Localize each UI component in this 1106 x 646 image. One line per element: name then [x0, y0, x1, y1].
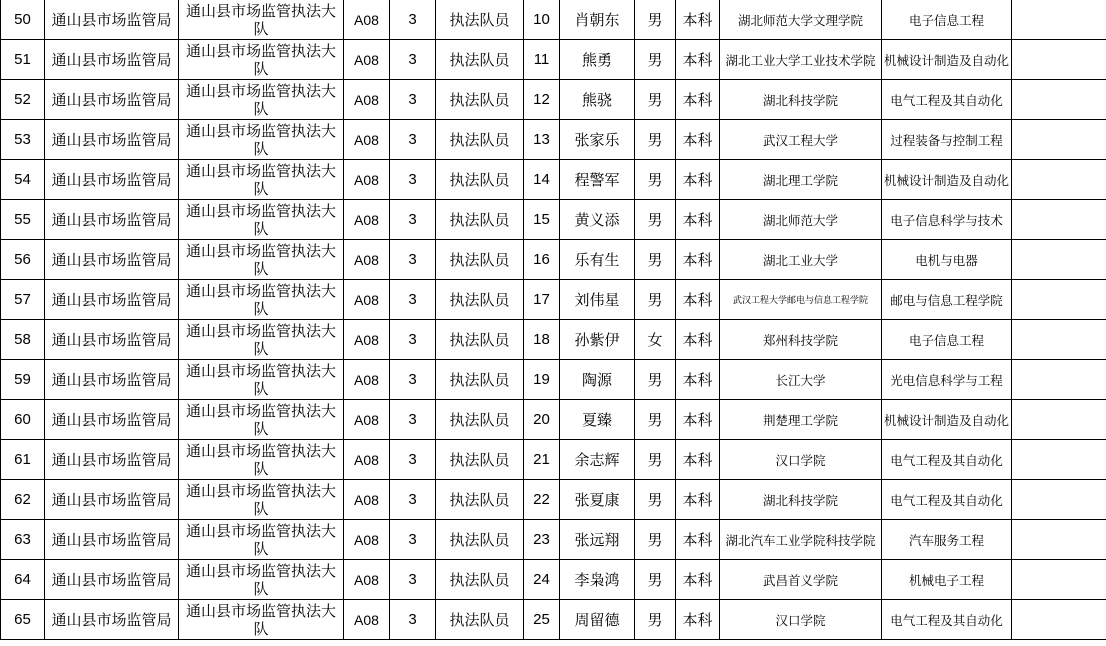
- table-row: [1, 320, 1106, 360]
- rank-cell: 12: [524, 80, 560, 120]
- table-row: [1, 440, 1106, 480]
- position-code-cell: A08: [344, 480, 390, 520]
- department-cell: 通山县市场监管局: [45, 400, 179, 440]
- table-row: [1, 560, 1106, 600]
- gender-cell: 男: [635, 240, 676, 280]
- name-cell: 张夏康: [560, 480, 635, 520]
- unit-cell: 通山县市场监管执法大队: [179, 520, 344, 560]
- post-cell: 执法队员: [436, 520, 524, 560]
- rank-cell: 15: [524, 200, 560, 240]
- name-cell: 刘伟星: [560, 280, 635, 320]
- major-cell: 电机与电器: [882, 240, 1012, 280]
- empty-cell: [1012, 360, 1106, 400]
- education-cell: 本科: [676, 240, 720, 280]
- table-row: [1, 240, 1106, 280]
- seq-cell: 53: [1, 120, 45, 160]
- education-cell: 本科: [676, 160, 720, 200]
- major-cell: 机械设计制造及自动化: [882, 40, 1012, 80]
- department-cell: 通山县市场监管局: [45, 80, 179, 120]
- name-cell: 李枭鸿: [560, 560, 635, 600]
- department-cell: 通山县市场监管局: [45, 0, 179, 40]
- position-code-cell: A08: [344, 360, 390, 400]
- seq-cell: 51: [1, 40, 45, 80]
- unit-cell: 通山县市场监管执法大队: [179, 80, 344, 120]
- school-cell: 武汉工程大学邮电与信息工程学院: [720, 280, 882, 320]
- education-cell: 本科: [676, 560, 720, 600]
- quota-cell: 3: [390, 480, 436, 520]
- name-cell: 熊骁: [560, 80, 635, 120]
- gender-cell: 男: [635, 440, 676, 480]
- quota-cell: 3: [390, 280, 436, 320]
- seq-cell: 54: [1, 160, 45, 200]
- education-cell: 本科: [676, 600, 720, 640]
- empty-cell: [1012, 520, 1106, 560]
- post-cell: 执法队员: [436, 120, 524, 160]
- position-code-cell: A08: [344, 160, 390, 200]
- rank-cell: 23: [524, 520, 560, 560]
- school-cell: 汉口学院: [720, 600, 882, 640]
- school-cell: 湖北理工学院: [720, 160, 882, 200]
- post-cell: 执法队员: [436, 360, 524, 400]
- position-code-cell: A08: [344, 240, 390, 280]
- school-cell: 湖北科技学院: [720, 480, 882, 520]
- empty-cell: [1012, 400, 1106, 440]
- major-cell: 过程装备与控制工程: [882, 120, 1012, 160]
- school-cell: 荆楚理工学院: [720, 400, 882, 440]
- rank-cell: 16: [524, 240, 560, 280]
- rank-cell: 13: [524, 120, 560, 160]
- post-cell: 执法队员: [436, 440, 524, 480]
- name-cell: 黄义添: [560, 200, 635, 240]
- department-cell: 通山县市场监管局: [45, 160, 179, 200]
- department-cell: 通山县市场监管局: [45, 560, 179, 600]
- major-cell: 电气工程及其自动化: [882, 440, 1012, 480]
- quota-cell: 3: [390, 120, 436, 160]
- school-cell: 湖北工业大学工业技术学院: [720, 40, 882, 80]
- position-code-cell: A08: [344, 560, 390, 600]
- empty-cell: [1012, 40, 1106, 80]
- table-row: [1, 480, 1106, 520]
- quota-cell: 3: [390, 200, 436, 240]
- education-cell: 本科: [676, 480, 720, 520]
- department-cell: 通山县市场监管局: [45, 320, 179, 360]
- empty-cell: [1012, 120, 1106, 160]
- major-cell: 机械设计制造及自动化: [882, 160, 1012, 200]
- name-cell: 肖朝东: [560, 0, 635, 40]
- unit-cell: 通山县市场监管执法大队: [179, 40, 344, 80]
- unit-cell: 通山县市场监管执法大队: [179, 320, 344, 360]
- rank-cell: 10: [524, 0, 560, 40]
- school-cell: 湖北工业大学: [720, 240, 882, 280]
- post-cell: 执法队员: [436, 0, 524, 40]
- quota-cell: 3: [390, 440, 436, 480]
- unit-cell: 通山县市场监管执法大队: [179, 120, 344, 160]
- department-cell: 通山县市场监管局: [45, 480, 179, 520]
- rank-cell: 21: [524, 440, 560, 480]
- post-cell: 执法队员: [436, 280, 524, 320]
- quota-cell: 3: [390, 520, 436, 560]
- name-cell: 夏臻: [560, 400, 635, 440]
- education-cell: 本科: [676, 520, 720, 560]
- department-cell: 通山县市场监管局: [45, 520, 179, 560]
- seq-cell: 59: [1, 360, 45, 400]
- post-cell: 执法队员: [436, 80, 524, 120]
- education-cell: 本科: [676, 40, 720, 80]
- rank-cell: 25: [524, 600, 560, 640]
- department-cell: 通山县市场监管局: [45, 360, 179, 400]
- unit-cell: 通山县市场监管执法大队: [179, 400, 344, 440]
- empty-cell: [1012, 0, 1106, 40]
- post-cell: 执法队员: [436, 240, 524, 280]
- school-cell: 湖北师范大学: [720, 200, 882, 240]
- name-cell: 周留德: [560, 600, 635, 640]
- unit-cell: 通山县市场监管执法大队: [179, 440, 344, 480]
- major-cell: 电气工程及其自动化: [882, 480, 1012, 520]
- empty-cell: [1012, 160, 1106, 200]
- table-row: [1, 80, 1106, 120]
- empty-cell: [1012, 600, 1106, 640]
- school-cell: 武昌首义学院: [720, 560, 882, 600]
- position-code-cell: A08: [344, 400, 390, 440]
- table-row: [1, 200, 1106, 240]
- name-cell: 陶源: [560, 360, 635, 400]
- department-cell: 通山县市场监管局: [45, 240, 179, 280]
- name-cell: 熊勇: [560, 40, 635, 80]
- major-cell: 电子信息工程: [882, 320, 1012, 360]
- school-cell: 长江大学: [720, 360, 882, 400]
- name-cell: 张家乐: [560, 120, 635, 160]
- name-cell: 张远翔: [560, 520, 635, 560]
- gender-cell: 男: [635, 560, 676, 600]
- post-cell: 执法队员: [436, 200, 524, 240]
- position-code-cell: A08: [344, 200, 390, 240]
- post-cell: 执法队员: [436, 480, 524, 520]
- major-cell: 汽车服务工程: [882, 520, 1012, 560]
- gender-cell: 男: [635, 520, 676, 560]
- unit-cell: 通山县市场监管执法大队: [179, 280, 344, 320]
- seq-cell: 52: [1, 80, 45, 120]
- name-cell: 余志辉: [560, 440, 635, 480]
- post-cell: 执法队员: [436, 560, 524, 600]
- position-code-cell: A08: [344, 40, 390, 80]
- name-cell: 乐有生: [560, 240, 635, 280]
- major-cell: 电子信息工程: [882, 0, 1012, 40]
- table-body: [1, 0, 1106, 640]
- department-cell: 通山县市场监管局: [45, 280, 179, 320]
- gender-cell: 男: [635, 200, 676, 240]
- major-cell: 电子信息科学与技术: [882, 200, 1012, 240]
- education-cell: 本科: [676, 440, 720, 480]
- school-cell: 湖北科技学院: [720, 80, 882, 120]
- education-cell: 本科: [676, 280, 720, 320]
- empty-cell: [1012, 560, 1106, 600]
- major-cell: 机械设计制造及自动化: [882, 400, 1012, 440]
- empty-cell: [1012, 280, 1106, 320]
- table-row: [1, 400, 1106, 440]
- quota-cell: 3: [390, 160, 436, 200]
- quota-cell: 3: [390, 320, 436, 360]
- school-cell: 汉口学院: [720, 440, 882, 480]
- education-cell: 本科: [676, 400, 720, 440]
- position-code-cell: A08: [344, 440, 390, 480]
- table-row: [1, 360, 1106, 400]
- position-code-cell: A08: [344, 520, 390, 560]
- table-row: [1, 520, 1106, 560]
- seq-cell: 57: [1, 280, 45, 320]
- unit-cell: 通山县市场监管执法大队: [179, 0, 344, 40]
- position-code-cell: A08: [344, 0, 390, 40]
- unit-cell: 通山县市场监管执法大队: [179, 600, 344, 640]
- seq-cell: 55: [1, 200, 45, 240]
- education-cell: 本科: [676, 360, 720, 400]
- seq-cell: 64: [1, 560, 45, 600]
- rank-cell: 14: [524, 160, 560, 200]
- name-cell: 程警军: [560, 160, 635, 200]
- position-code-cell: A08: [344, 80, 390, 120]
- seq-cell: 65: [1, 600, 45, 640]
- major-cell: 邮电与信息工程学院: [882, 280, 1012, 320]
- rank-cell: 20: [524, 400, 560, 440]
- empty-cell: [1012, 440, 1106, 480]
- gender-cell: 男: [635, 480, 676, 520]
- gender-cell: 男: [635, 120, 676, 160]
- seq-cell: 60: [1, 400, 45, 440]
- post-cell: 执法队员: [436, 400, 524, 440]
- gender-cell: 女: [635, 320, 676, 360]
- rank-cell: 19: [524, 360, 560, 400]
- rank-cell: 22: [524, 480, 560, 520]
- major-cell: 光电信息科学与工程: [882, 360, 1012, 400]
- seq-cell: 62: [1, 480, 45, 520]
- gender-cell: 男: [635, 80, 676, 120]
- gender-cell: 男: [635, 40, 676, 80]
- post-cell: 执法队员: [436, 40, 524, 80]
- empty-cell: [1012, 200, 1106, 240]
- department-cell: 通山县市场监管局: [45, 200, 179, 240]
- unit-cell: 通山县市场监管执法大队: [179, 240, 344, 280]
- education-cell: 本科: [676, 320, 720, 360]
- gender-cell: 男: [635, 160, 676, 200]
- department-cell: 通山县市场监管局: [45, 440, 179, 480]
- name-cell: 孙紫伊: [560, 320, 635, 360]
- rank-cell: 11: [524, 40, 560, 80]
- table-row: [1, 0, 1106, 40]
- position-code-cell: A08: [344, 320, 390, 360]
- quota-cell: 3: [390, 400, 436, 440]
- education-cell: 本科: [676, 80, 720, 120]
- position-code-cell: A08: [344, 120, 390, 160]
- position-code-cell: A08: [344, 280, 390, 320]
- major-cell: 电气工程及其自动化: [882, 80, 1012, 120]
- education-cell: 本科: [676, 120, 720, 160]
- school-cell: 湖北师范大学文理学院: [720, 0, 882, 40]
- unit-cell: 通山县市场监管执法大队: [179, 560, 344, 600]
- empty-cell: [1012, 80, 1106, 120]
- department-cell: 通山县市场监管局: [45, 40, 179, 80]
- education-cell: 本科: [676, 200, 720, 240]
- rank-cell: 17: [524, 280, 560, 320]
- table-row: [1, 160, 1106, 200]
- post-cell: 执法队员: [436, 600, 524, 640]
- education-cell: 本科: [676, 0, 720, 40]
- quota-cell: 3: [390, 600, 436, 640]
- empty-cell: [1012, 480, 1106, 520]
- school-cell: 湖北汽车工业学院科技学院: [720, 520, 882, 560]
- school-cell: 武汉工程大学: [720, 120, 882, 160]
- gender-cell: 男: [635, 400, 676, 440]
- post-cell: 执法队员: [436, 320, 524, 360]
- quota-cell: 3: [390, 0, 436, 40]
- department-cell: 通山县市场监管局: [45, 120, 179, 160]
- seq-cell: 56: [1, 240, 45, 280]
- quota-cell: 3: [390, 560, 436, 600]
- rank-cell: 18: [524, 320, 560, 360]
- seq-cell: 58: [1, 320, 45, 360]
- gender-cell: 男: [635, 360, 676, 400]
- quota-cell: 3: [390, 40, 436, 80]
- seq-cell: 63: [1, 520, 45, 560]
- unit-cell: 通山县市场监管执法大队: [179, 480, 344, 520]
- table-row: [1, 40, 1106, 80]
- quota-cell: 3: [390, 80, 436, 120]
- seq-cell: 50: [1, 0, 45, 40]
- major-cell: 电气工程及其自动化: [882, 600, 1012, 640]
- position-code-cell: A08: [344, 600, 390, 640]
- table-row: [1, 600, 1106, 640]
- unit-cell: 通山县市场监管执法大队: [179, 200, 344, 240]
- seq-cell: 61: [1, 440, 45, 480]
- empty-cell: [1012, 320, 1106, 360]
- major-cell: 机械电子工程: [882, 560, 1012, 600]
- gender-cell: 男: [635, 0, 676, 40]
- table-row: [1, 120, 1106, 160]
- school-cell: 郑州科技学院: [720, 320, 882, 360]
- post-cell: 执法队员: [436, 160, 524, 200]
- table-row: [1, 280, 1106, 320]
- gender-cell: 男: [635, 600, 676, 640]
- empty-cell: [1012, 240, 1106, 280]
- gender-cell: 男: [635, 280, 676, 320]
- quota-cell: 3: [390, 240, 436, 280]
- unit-cell: 通山县市场监管执法大队: [179, 360, 344, 400]
- unit-cell: 通山县市场监管执法大队: [179, 160, 344, 200]
- rank-cell: 24: [524, 560, 560, 600]
- quota-cell: 3: [390, 360, 436, 400]
- department-cell: 通山县市场监管局: [45, 600, 179, 640]
